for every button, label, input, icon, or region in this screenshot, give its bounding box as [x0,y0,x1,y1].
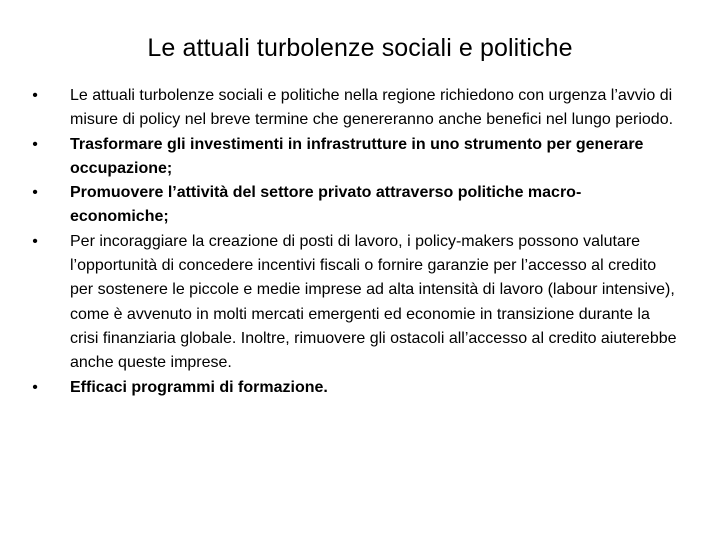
bullet-text: Promuovere l’attività del settore privato attraverso politiche macro-economiche; [70,184,582,226]
bullet-item-2 [28,133,678,182]
bullet-item-4 [28,230,678,376]
bullet-dot-icon: • [32,184,38,202]
bullet-text: Per incoraggiare la creazione di posti di lavoro, i policy-makers possono valutare l’opportunità di concedere incentivi fiscali o fornire garanzie per l’accesso al credito per sostenere le piccole e medie imprese ad alta intensità di lavoro (labour intensive), come è avvenuto in molti mercati emergenti ed economie in transizione durante la crisi finanziaria globale. Inoltre, rimuovere gli ostacoli all’accesso al credito aiuterebbe anche queste imprese. [70,232,677,372]
bullet-item-1 [28,84,678,133]
bullet-dot-icon: • [32,232,38,250]
bullet-text: Le attuali turbolenze sociali e politiche nella regione richiedono con urgenza l’avvio di misure di policy nel breve termine che genereranno anche benefici nel lungo periodo. [70,87,674,129]
bullet-dot-icon: • [32,378,38,396]
bullet-dot-icon: • [32,135,38,153]
bullet-dot-icon: • [32,87,38,104]
bullet-text: Efficaci programmi di formazione. [70,378,328,396]
bullet-text: Trasformare gli investimenti in infrastrutture in uno strumento per generare occupazione; [70,135,644,177]
bullet-list [28,84,678,400]
bullet-item-3 [28,181,678,230]
bullet-item-5 [28,376,678,400]
slide-title: Le attuali turbolenze sociali e politiche [147,34,573,62]
